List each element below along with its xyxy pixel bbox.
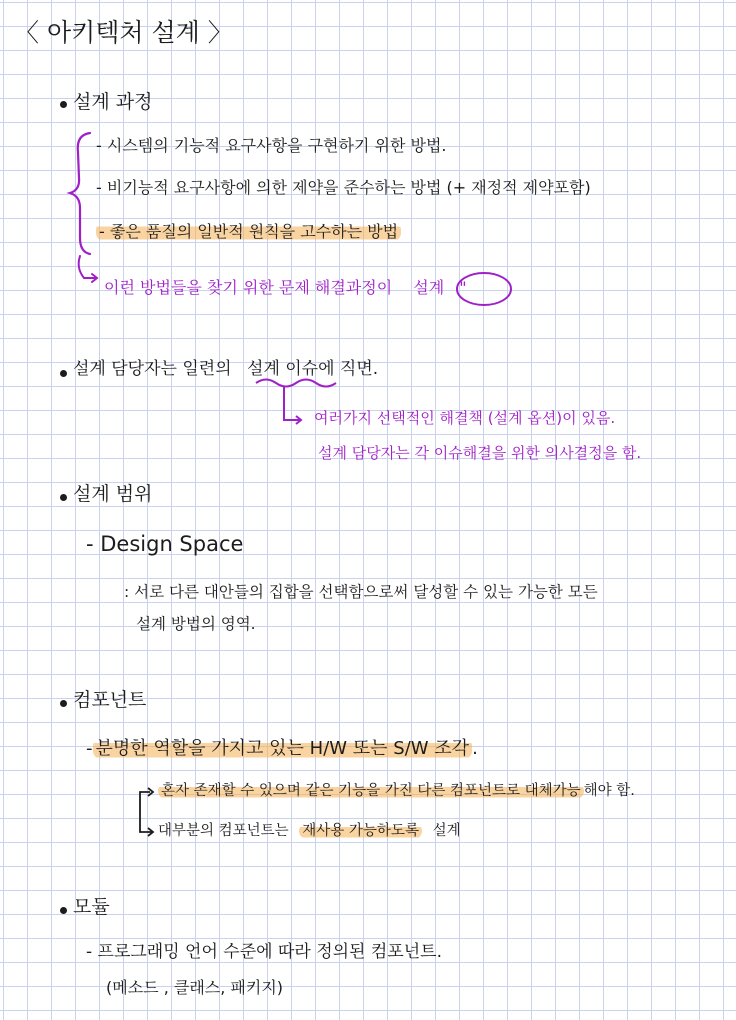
design-space-description: : 서로 다른 대안들의 집합을 선택함으로써 달성할 수 있는 가능한 모든	[124, 583, 598, 601]
section-heading-module: 모듈	[73, 896, 110, 918]
component-branch-2: 대부분의 컴포넌트는 재사용 가능하도록 설계	[158, 823, 461, 839]
page-title: 〈 아키텍처 설계 〉	[14, 18, 233, 47]
component-definition: - 분명한 역할을 가지고 있는 H/W 또는 S/W 조각 .	[86, 738, 478, 759]
design-issue-note-2: 설계 담당자는 각 이슈해결을 위한 의사결정을 함.	[318, 444, 642, 462]
branch-arrow-icon	[140, 792, 152, 832]
squiggle-underline-icon	[256, 380, 336, 387]
section-heading-design-issue: 설계 담당자는 일련의 설계 이슈에 직면.	[73, 359, 379, 379]
list-item: - 좋은 품질의 일반적 원칙을 고수하는 방법	[96, 224, 401, 240]
curly-brace-icon	[70, 133, 90, 254]
design-space-label: - Design Space	[86, 532, 244, 556]
section-heading-design-process: 설계 과정	[73, 91, 153, 113]
arrow-icon	[284, 386, 300, 420]
bullet-icon	[60, 700, 67, 707]
list-item: - 비기능적 요구사항에 의한 제약을 준수하는 방법 (+ 재정적 제약포함)	[96, 178, 591, 197]
circled-keyword: 설계	[413, 278, 445, 297]
list-item: - 시스템의 기능적 요구사항을 구현하기 위한 방법.	[96, 136, 447, 155]
module-definition: - 프로그래밍 언어 수준에 따라 정의된 컴포넌트.	[86, 942, 442, 962]
design-space-description: 설계 방법의 영역.	[136, 615, 256, 633]
bullet-icon	[60, 370, 67, 377]
design-process-note: 이런 방법들을 찾기 위한 문제 해결과정이 설계 "	[104, 278, 467, 297]
section-heading-component: 컴포넌트	[73, 689, 147, 711]
design-issue-note-1: 여러가지 선택적인 해결책 (설계 옵션)이 있음.	[314, 409, 616, 427]
component-branch-1: 혼자 존재할 수 있으며 같은 기능을 가진 다른 컴포넌트로 대체가능 해야 함.	[158, 784, 635, 799]
bullet-icon	[60, 494, 67, 501]
bullet-icon	[60, 907, 67, 914]
bullet-icon	[60, 101, 67, 108]
module-examples: (메소드 , 클래스, 패키지)	[106, 978, 284, 997]
section-heading-design-scope: 설계 범위	[73, 483, 153, 505]
